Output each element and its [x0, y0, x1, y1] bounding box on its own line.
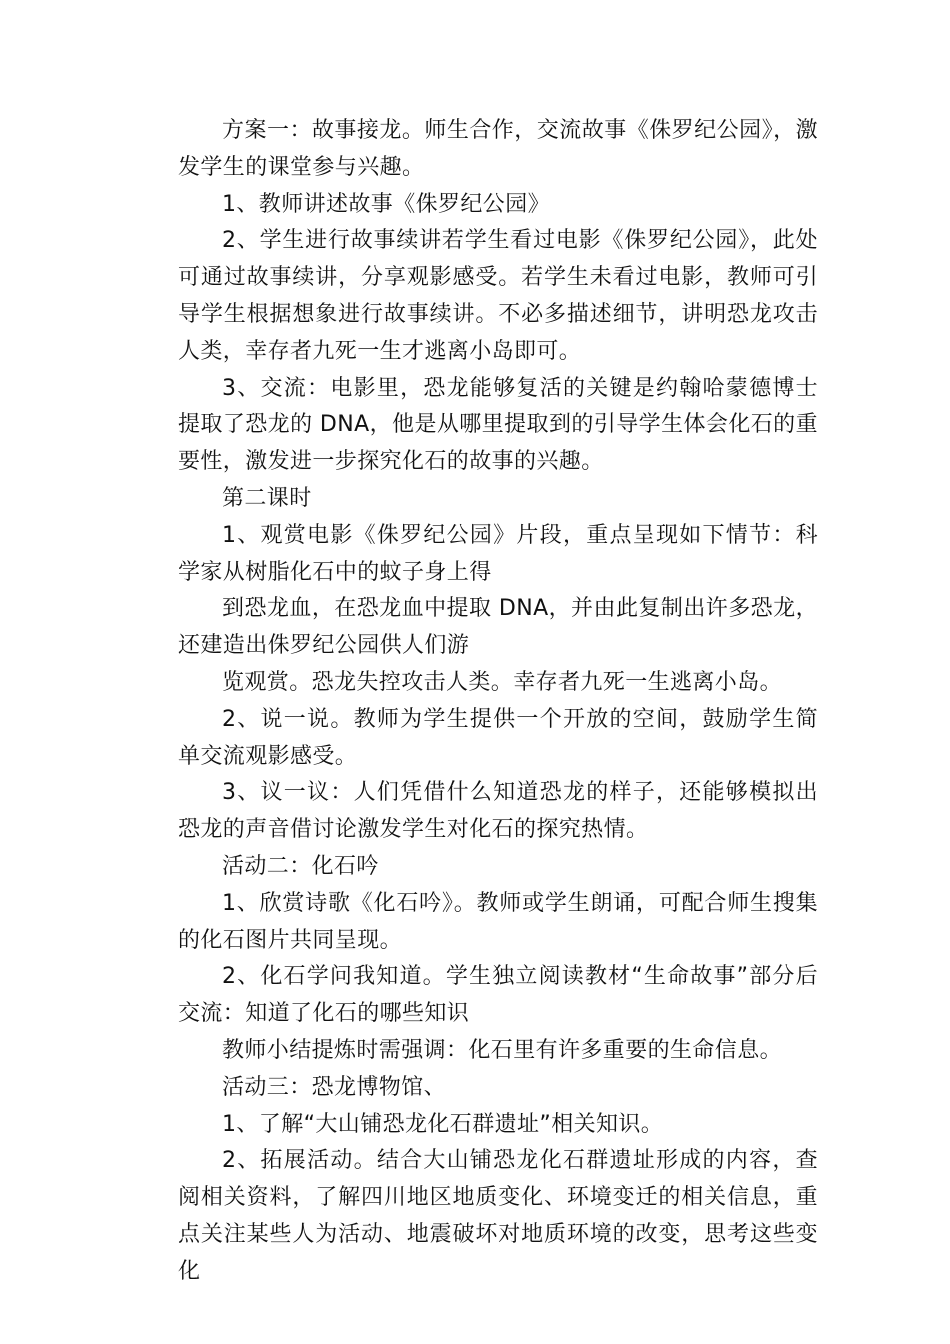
paragraph-watch-movie-cont-2: 览观赏。恐龙失控攻击人类。幸存者九死一生逃离小岛。: [222, 669, 783, 695]
paragraph-say-it: 2、说一说。教师为学生提供一个开放的空间，鼓励学生简单交流观影感受。: [178, 706, 818, 769]
paragraph-step-3: 3、交流：电影里，恐龙能够复活的关键是约翰哈蒙德博士提取了恐龙的 DNA，他是从哪里提取到的引导学生体会化石的重要性，激发进一步探究化石的故事的兴趣。: [178, 375, 818, 475]
section-heading-second-lesson: 第二课时: [222, 485, 312, 511]
paragraph-teacher-summary: 教师小结提炼时需强调：化石里有许多重要的生命信息。: [222, 1037, 783, 1063]
paragraph-watch-movie-cont-1: 到恐龙血，在恐龙血中提取 DNA，并由此复制出许多恐龙，还建造出侏罗纪公园供人们游: [178, 596, 818, 659]
paragraph-poem: 1、欣赏诗歌《化石吟》。教师或学生朗诵，可配合师生搜集的化石图片共同呈现。: [178, 890, 818, 953]
document-body: [178, 113, 818, 1291]
section-heading-activity-three: 活动三：恐龙博物馆、: [222, 1074, 447, 1100]
paragraph-dashanpu: 1、了解“大山铺恐龙化石群遗址”相关知识。: [222, 1111, 664, 1137]
paragraph-extension-activity: 2、拓展活动。结合大山铺恐龙化石群遗址形成的内容，查阅相关资料，了解四川地区地质变化、环境变迁的相关信息，重点关注某些人为活动、地震破坏对地质环境的改变，思考这些变化: [178, 1148, 818, 1284]
paragraph-watch-movie: 1、观赏电影《侏罗纪公园》片段，重点呈现如下情节：科学家从树脂化石中的蚊子身上得: [178, 522, 818, 585]
paragraph-step-2: 2、学生进行故事续讲若学生看过电影《侏罗纪公园》，此处可通过故事续讲，分享观影感受。若学生未看过电影，教师可引导学生根据想象进行故事续讲。不必多描述细节，讲明恐龙攻击人类，幸存者九死一生才逃离小岛即可。: [178, 228, 818, 364]
paragraph-fossil-knowledge: 2、化石学问我知道。学生独立阅读教材“生命故事”部分后交流：知道了化石的哪些知识: [178, 964, 818, 1027]
paragraph-step-1: 1、教师讲述故事《侏罗纪公园》: [222, 191, 550, 217]
paragraph-plan-one: 方案一：故事接龙。师生合作，交流故事《侏罗纪公园》，激发学生的课堂参与兴趣。: [178, 118, 818, 180]
paragraph-discuss-it: 3、议一议：人们凭借什么知道恐龙的样子，还能够模拟出恐龙的声音借讨论激发学生对化石的探究热情。: [178, 780, 818, 843]
section-heading-activity-two: 活动二：化石吟: [222, 853, 379, 879]
